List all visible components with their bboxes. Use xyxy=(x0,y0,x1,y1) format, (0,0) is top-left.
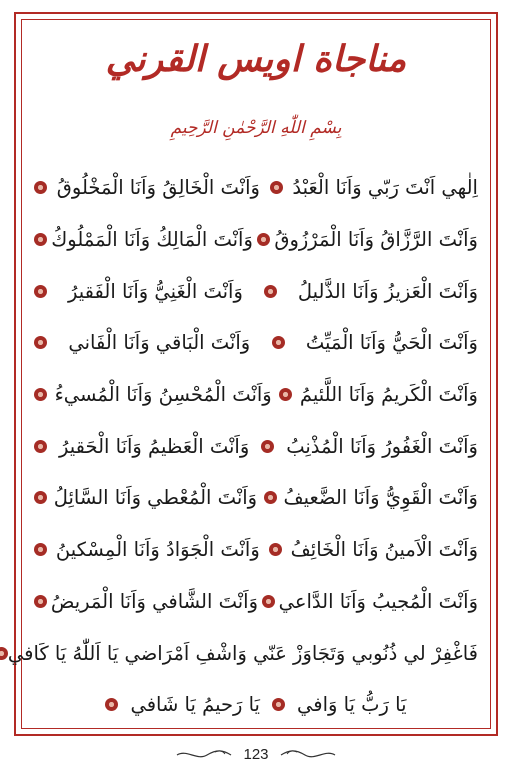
prayer-segment: وَاَنْتَ الْمُجيبُ وَاَنَا الدَّاعي xyxy=(278,589,478,613)
verse-separator-icon xyxy=(105,698,118,711)
verse-separator-icon xyxy=(257,233,270,246)
verse-separator-icon xyxy=(34,440,47,453)
prayer-segment: وَاَنْتَ الْمَالِكُ وَاَنَا الْمَمْلُوكُ xyxy=(51,228,253,252)
page-footer xyxy=(0,746,512,764)
page-title: مناجاة اويس القرني xyxy=(105,39,407,80)
prayer-segment: وَاَنْتَ الْخَالِقُ وَاَنَا الْمَخْلُوقُ xyxy=(56,176,260,200)
prayer-line xyxy=(34,524,478,576)
verse-separator-icon xyxy=(272,698,285,711)
prayer-segment: وَاَنْتَ الْغَفُورُ وَاَنَا الْمُذْنِبُ xyxy=(286,434,478,458)
verse-separator-icon xyxy=(34,336,47,349)
verse-separator-icon xyxy=(261,440,274,453)
prayer-line xyxy=(34,214,478,266)
verse-separator-icon xyxy=(0,647,8,660)
verse-separator-icon xyxy=(272,336,285,349)
prayer-segment: وَاَنْتَ الْكَريمُ وَاَنَا اللَّئيمُ xyxy=(299,383,478,407)
verse-separator-icon xyxy=(279,388,292,401)
flourish-left-icon xyxy=(175,748,233,762)
prayer-line xyxy=(34,576,478,628)
prayer-segment: وَاَنْتَ الْحَيُّ وَاَنَا الْمَيِّتُ xyxy=(305,331,478,355)
prayer-segment: وَاَنْتَ الشَّافي وَاَنَا الْمَريضُ xyxy=(50,589,258,613)
page-number: 123 xyxy=(243,746,269,763)
verse-separator-icon xyxy=(264,491,277,504)
prayer-segment: وَاَنْتَ الْاَمينُ وَاَنَا الْخَائِفُ xyxy=(290,538,478,562)
verse-separator-icon xyxy=(269,543,282,556)
prayer-line xyxy=(34,369,478,421)
prayer-line xyxy=(34,420,478,472)
prayer-line xyxy=(7,627,478,679)
prayer-line xyxy=(34,679,478,731)
verse-separator-icon xyxy=(34,233,47,246)
prayer-text xyxy=(7,162,478,731)
prayer-segment: وَاَنْتَ الْعَظيمُ وَاَنَا الْحَقيرُ xyxy=(58,434,250,458)
prayer-segment: وَاَنْتَ الْجَوَادُ وَاَنَا الْمِسْكينُ xyxy=(55,538,260,562)
verse-separator-icon xyxy=(264,285,277,298)
prayer-line xyxy=(34,162,478,214)
prayer-segment: وَاَنْتَ الْعَزيزُ وَاَنَا الذَّليلُ xyxy=(297,279,478,303)
verse-separator-icon xyxy=(270,181,283,194)
basmala: بِسْمِ اللّٰهِ الرَّحْمٰنِ الرَّحِيمِ xyxy=(170,118,342,138)
prayer-segment: وَاَنْتَ الْبَاقي وَاَنَا الْفَاني xyxy=(68,331,251,355)
verse-separator-icon xyxy=(34,543,47,556)
prayer-line xyxy=(34,317,478,369)
verse-separator-icon xyxy=(34,491,47,504)
prayer-line xyxy=(34,265,478,317)
verse-separator-icon xyxy=(34,388,47,401)
verse-separator-icon xyxy=(34,181,47,194)
prayer-line xyxy=(34,472,478,524)
prayer-segment: وَاَنْتَ الْغَنِيُّ وَاَنَا الْفَقيرُ xyxy=(68,279,243,303)
prayer-segment: فَاغْفِرْ لي ذُنُوبي وَتَجَاوَزْ عَنّي وَاشْفِ اَمْرَاضي يَا اَللّٰهُ يَا كَافي xyxy=(7,641,478,665)
prayer-segment: وَاَنْتَ الرَّزَّاقُ وَاَنَا الْمَرْزُوقُ xyxy=(274,228,478,252)
prayer-segment: وَاَنْتَ الْمُعْطي وَاَنَا السَّائِلُ xyxy=(53,486,258,510)
prayer-segment: يَا رَبُّ يَا وَافي xyxy=(297,693,407,717)
prayer-segment: يَا رَحيمُ يَا شَافي xyxy=(130,693,260,717)
verse-separator-icon xyxy=(34,595,47,608)
prayer-segment: اِلٰهي اَنْتَ رَبّي وَاَنَا الْعَبْدُ xyxy=(292,176,478,200)
verse-separator-icon xyxy=(262,595,275,608)
verse-separator-icon xyxy=(34,285,47,298)
flourish-right-icon xyxy=(279,748,337,762)
prayer-segment: وَاَنْتَ الْقَوِيُّ وَاَنَا الضَّعيفُ xyxy=(283,486,478,510)
prayer-segment: وَاَنْتَ الْمُحْسِنُ وَاَنَا الْمُسيءُ xyxy=(54,383,272,407)
